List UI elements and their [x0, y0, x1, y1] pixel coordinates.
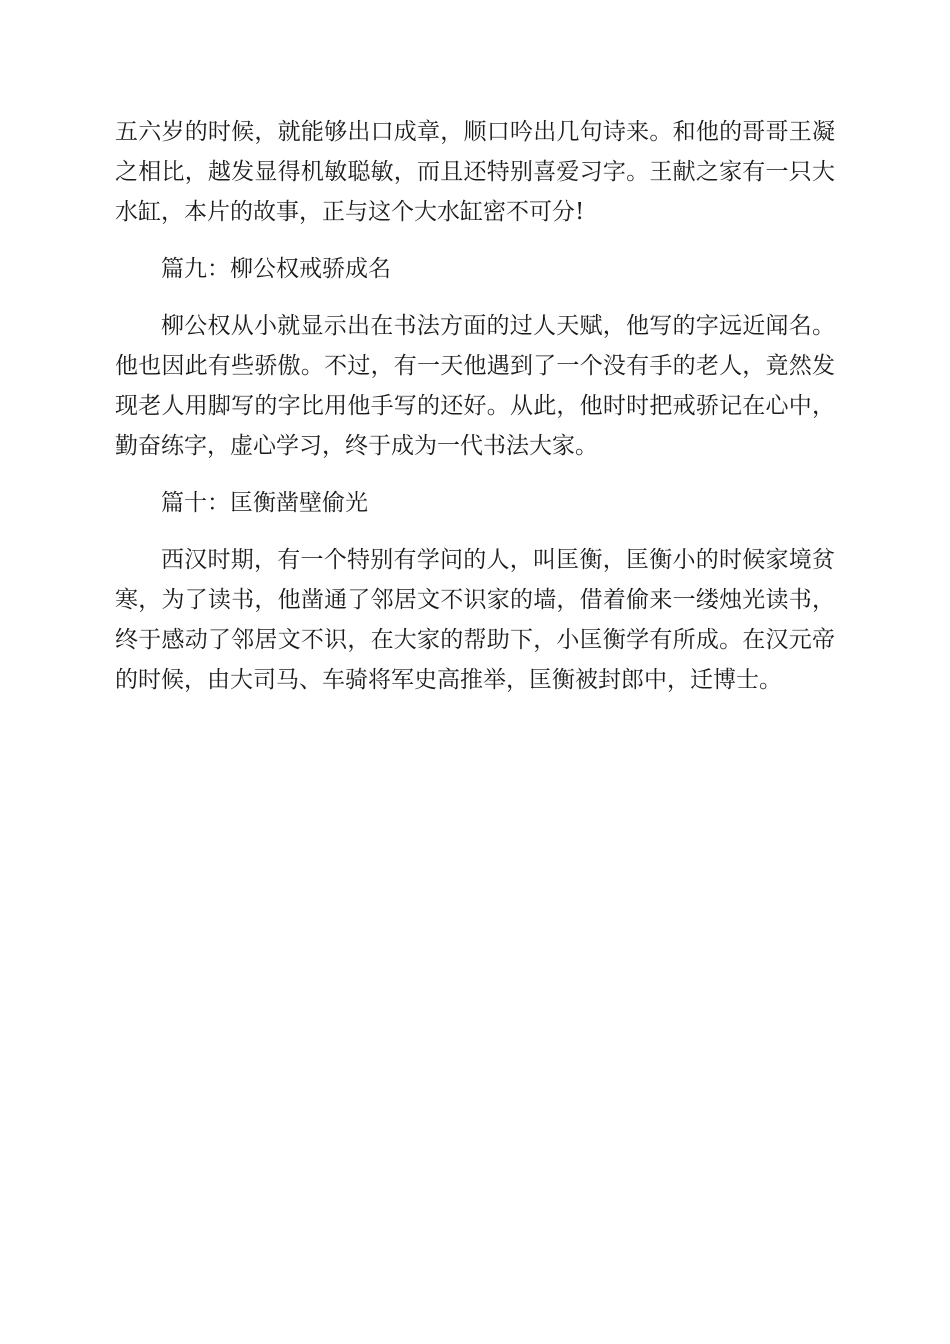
section-heading-10: 篇十：匡衡凿壁偷光	[161, 490, 368, 516]
paragraph-intro-continuation: 五六岁的时候，就能够出口成章，顺口吟出几句诗来。和他的哥哥王凝之相比，越发显得机敏聪敏，而且还特别喜爱习字。王献之家有一只大水缸，本片的故事，正与这个大水缸密不可分!	[115, 119, 835, 225]
document-body	[115, 112, 835, 717]
paragraph-section-9: 柳公权从小就显示出在书法方面的过人天赋，他写的字远近闻名。他也因此有些骄傲。不过，有一天他遇到了一个没有手的老人，竟然发现老人用脚写的字比用他手写的还好。从此，他时时把戒骄记在心中，勤奋练字，虚心学习，终于成为一代书法大家。	[115, 313, 835, 459]
paragraph-section-10: 西汉时期，有一个特别有学问的人，叫匡衡，匡衡小的时候家境贫寒，为了读书，他凿通了邻居文不识家的墙，借着偷来一缕烛光读书，终于感动了邻居文不识，在大家的帮助下，小匡衡学有所成。在汉元帝的时候，由大司马、车骑将军史高推举，匡衡被封郎中，迁博士。	[115, 547, 835, 693]
section-heading-9: 篇九：柳公权戒骄成名	[161, 256, 391, 282]
